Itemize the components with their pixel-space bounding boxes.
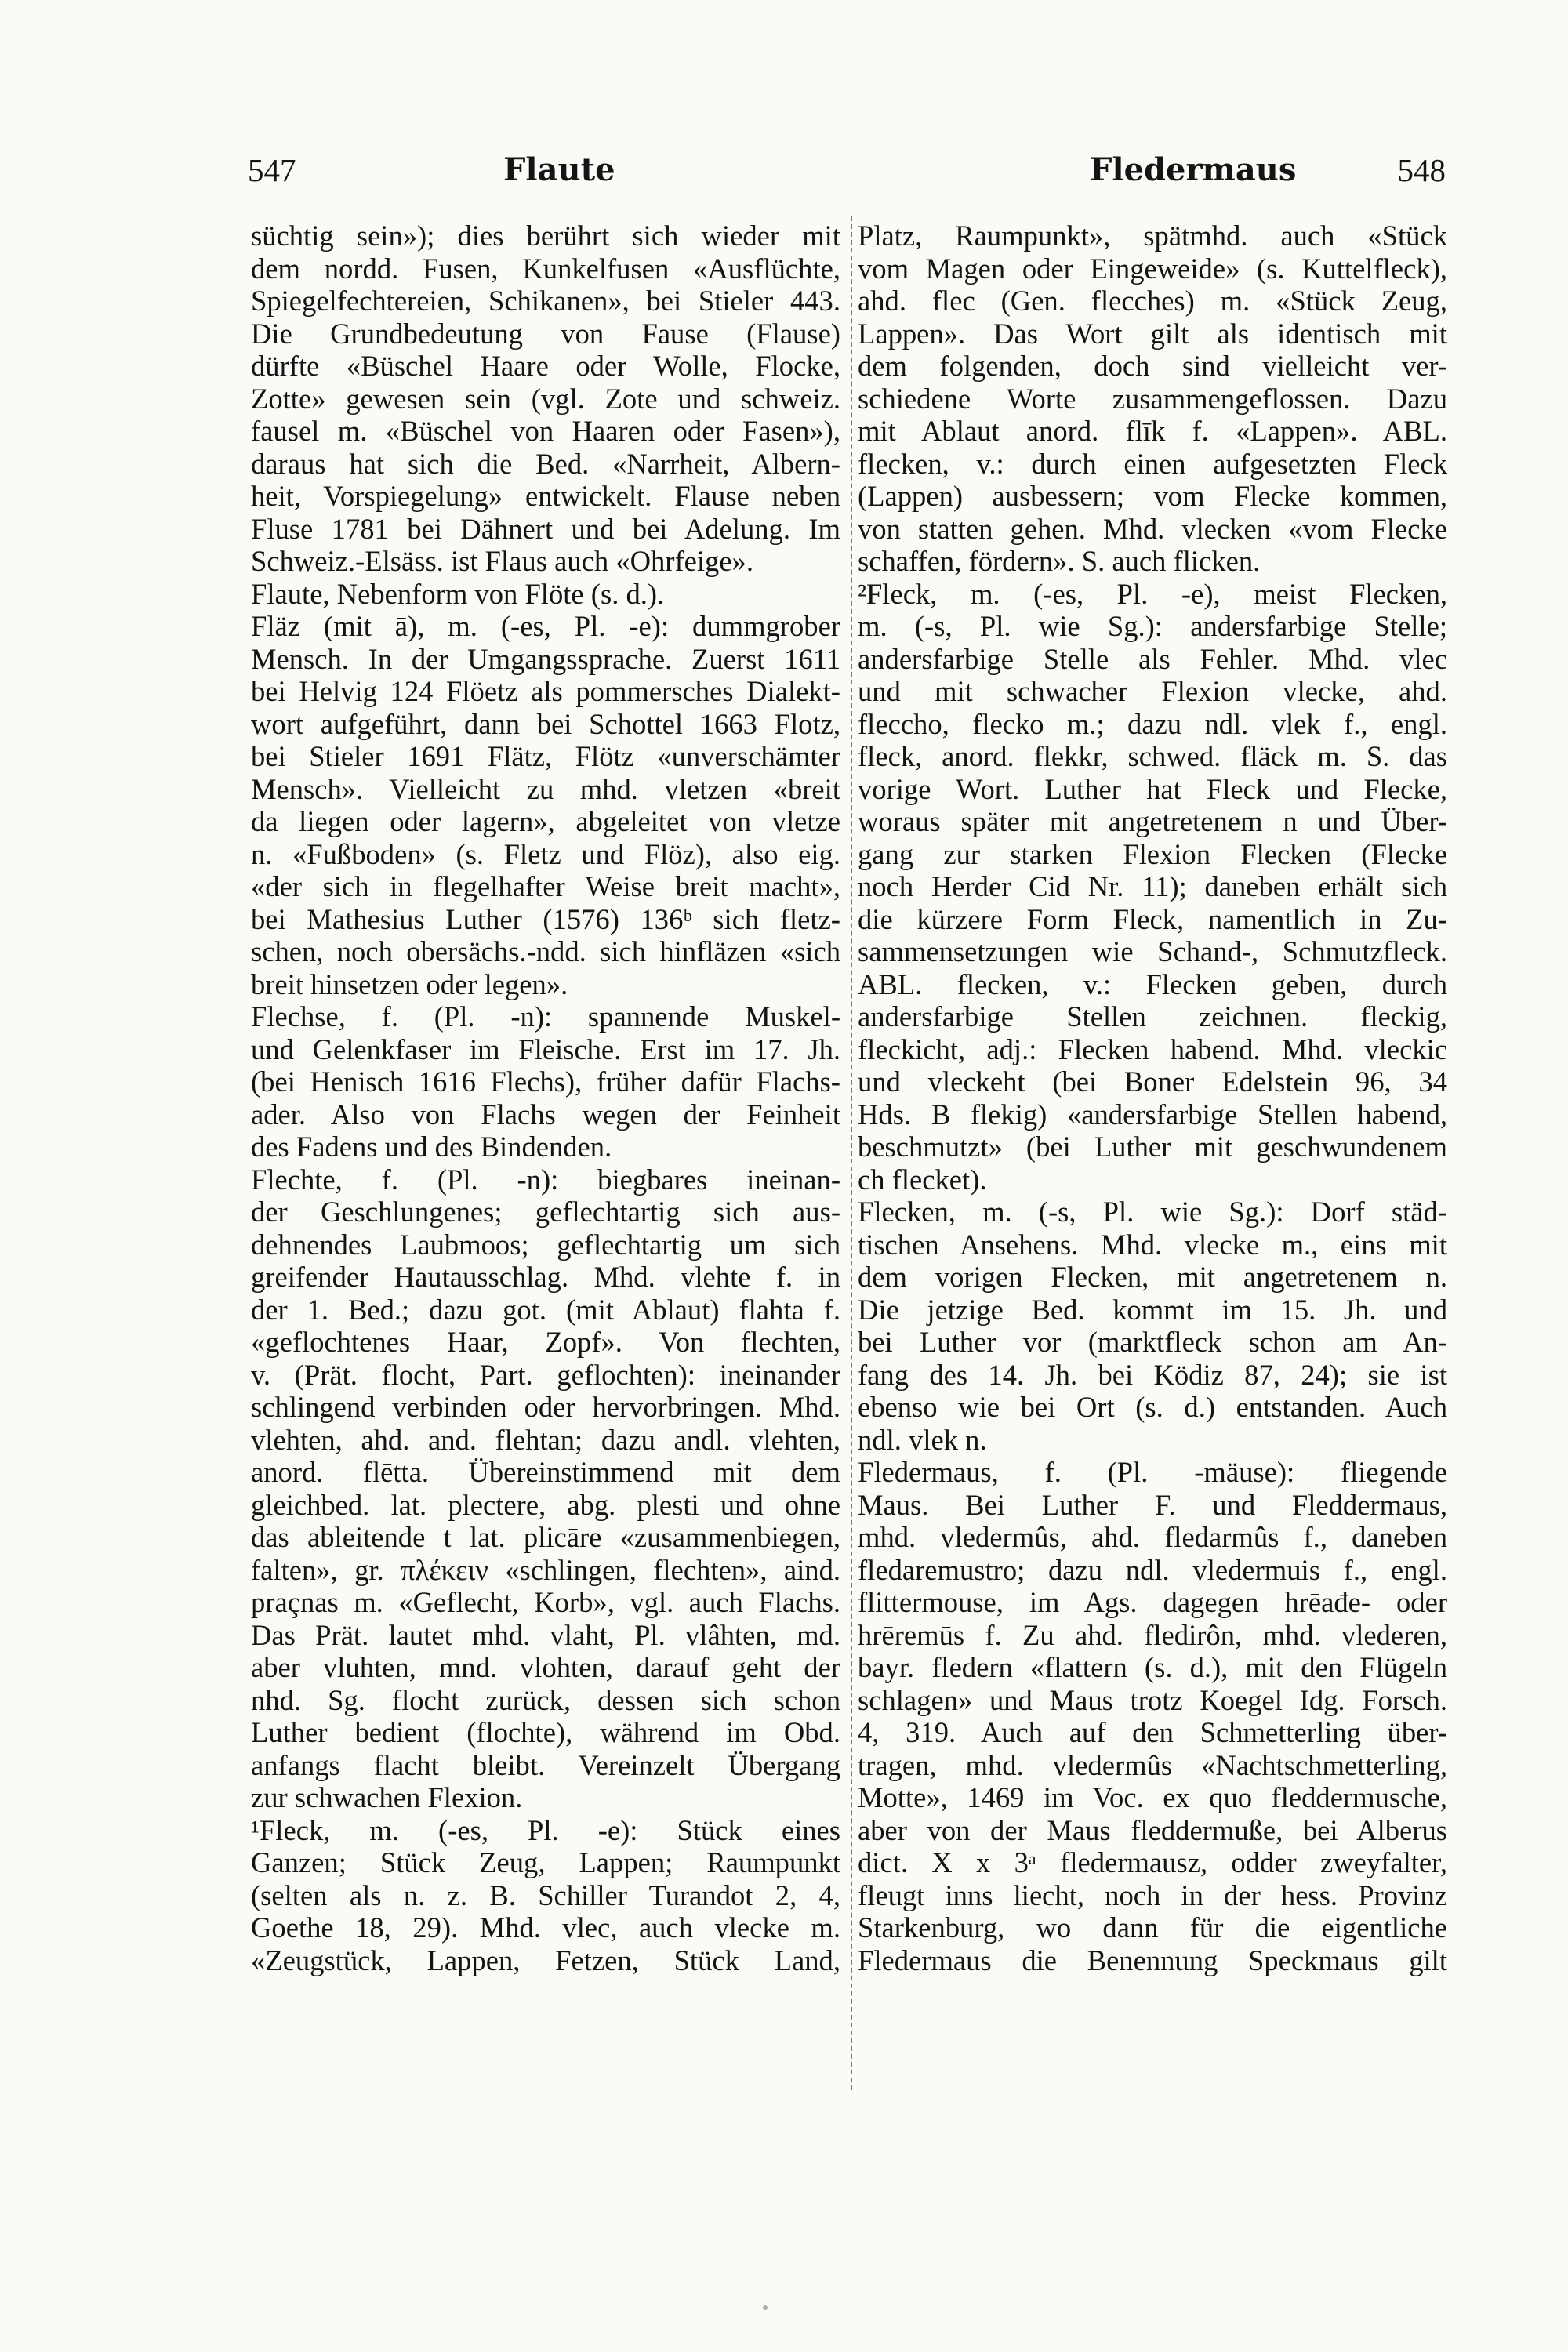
text-line: aber vluhten, mnd. vlohten, darauf geht der bbox=[251, 1651, 840, 1683]
text-line: (selten als n. z. B. Schiller Turandot 2, 4, bbox=[251, 1878, 840, 1911]
text-line: (Lappen) ausbessern; vom Flecke kommen, bbox=[858, 480, 1447, 512]
text-line: Die Grundbedeutung von Fause (Flause) bbox=[251, 317, 840, 350]
text-line: schlagen» und Maus trotz Koegel Idg. Forsch. bbox=[858, 1683, 1447, 1716]
text-line: ahd. flec (Gen. flecches) m. «Stück Zeug, bbox=[858, 285, 1447, 317]
text-line: süchtig sein»); dies berührt sich wieder mit bbox=[251, 220, 840, 252]
text-line: mit Ablaut anord. flīk f. «Lappen». ABL. bbox=[858, 415, 1447, 447]
text-line: dem folgenden, doch sind vielleicht ver- bbox=[858, 350, 1447, 382]
text-line: vorige Wort. Luther hat Fleck und Flecke, bbox=[858, 772, 1447, 805]
text-line: Fläz (mit ā), m. (-es, Pl. -e): dummgrober bbox=[251, 610, 840, 642]
text-line: Mensch. In der Umgangssprache. Zuerst 1611 bbox=[251, 642, 840, 675]
text-line: dem vorigen Flecken, mit angetretenem n. bbox=[858, 1261, 1447, 1293]
left-column bbox=[251, 220, 840, 1976]
text-line: n. «Fußboden» (s. Fletz und Flöz), also eig. bbox=[251, 837, 840, 870]
text-line: ebenso wie bei Ort (s. d.) entstanden. Auch bbox=[858, 1391, 1447, 1423]
text-line: fleugt inns liecht, noch in der hess. Provinz bbox=[858, 1878, 1447, 1911]
running-head-left: Flaute bbox=[503, 151, 615, 188]
text-line: fleck, anord. flekkr, schwed. fläck m. S. das bbox=[858, 740, 1447, 772]
text-line: woraus später mit angetretenem n und Über- bbox=[858, 805, 1447, 837]
text-line: Motte», 1469 im Voc. ex quo fleddermusche, bbox=[858, 1781, 1447, 1813]
text-line: fledaremustro; dazu ndl. vledermuis f., engl. bbox=[858, 1553, 1447, 1586]
text-line: Goethe 18, 29). Mhd. vlec, auch vlecke m. bbox=[251, 1911, 840, 1944]
text-line: der Geschlungenes; geflechtartig sich aus- bbox=[251, 1196, 840, 1228]
text-line: und mit schwacher Flexion vlecke, ahd. bbox=[858, 675, 1447, 707]
text-line: fausel m. «Büschel von Haaren oder Fasen»), bbox=[251, 415, 840, 447]
text-line: dict. X x 3ᵃ fledermausz, odder zweyfalter, bbox=[858, 1846, 1447, 1878]
text-line: dem nordd. Fusen, Kunkelfusen «Ausflüchte, bbox=[251, 252, 840, 285]
text-line: Flecken, m. (-s, Pl. wie Sg.): Dorf städ- bbox=[858, 1196, 1447, 1228]
text-line: «der sich in flegelhafter Weise breit macht», bbox=[251, 870, 840, 902]
text-line: schlingend verbinden oder hervorbringen. Mhd. bbox=[251, 1391, 840, 1423]
text-line: schaffen, fördern». S. auch flicken. bbox=[858, 545, 1261, 577]
text-line: Mensch». Vielleicht zu mhd. vletzen «breit bbox=[251, 772, 840, 805]
text-line: bei Helvig 124 Flöetz als pommersches Dialekt- bbox=[251, 675, 840, 707]
text-line: Fledermaus die Benennung Speckmaus gilt bbox=[858, 1944, 1447, 1976]
text-line: vlehten, ahd. and. flehtan; dazu andl. vlehten, bbox=[251, 1423, 840, 1456]
text-line: praçnas m. «Geflecht, Korb», vgl. auch Flachs. bbox=[251, 1586, 840, 1618]
running-head-right: Fledermaus bbox=[1090, 151, 1297, 188]
text-line: von statten gehen. Mhd. vlecken «vom Flecke bbox=[858, 512, 1447, 545]
text-line: bei Mathesius Luther (1576) 136ᵇ sich fletz- bbox=[251, 902, 840, 935]
text-line: noch Herder Cid Nr. 11); daneben erhält sich bbox=[858, 870, 1447, 902]
text-line: andersfarbige Stelle als Fehler. Mhd. vlec bbox=[858, 642, 1447, 675]
text-line: «Zeugstück, Lappen, Fetzen, Stück Land, bbox=[251, 1944, 840, 1976]
column-divider bbox=[851, 216, 852, 2090]
text-line: ¹Fleck, m. (-es, Pl. -e): Stück eines bbox=[251, 1813, 840, 1846]
text-line: ABL. flecken, v.: Flecken geben, durch bbox=[858, 967, 1447, 1000]
text-line: wort aufgeführt, dann bei Schottel 1663 Flotz, bbox=[251, 707, 840, 740]
text-line: v. (Prät. flocht, Part. geflochten): ineinander bbox=[251, 1358, 840, 1391]
text-line: der 1. Bed.; dazu got. (mit Ablaut) flahta f. bbox=[251, 1293, 840, 1326]
text-line: dehnendes Laubmoos; geflechtartig um sich bbox=[251, 1228, 840, 1261]
text-line: schen, noch obersächs.-ndd. sich hinfläzen «sich bbox=[251, 935, 840, 967]
text-line: tischen Ansehens. Mhd. vlecke m., eins mit bbox=[858, 1228, 1447, 1261]
text-line: m. (-s, Pl. wie Sg.): andersfarbige Stelle; bbox=[858, 610, 1447, 642]
text-line: Flaute, Nebenform von Flöte (s. d.). bbox=[251, 577, 665, 610]
text-line: Flechse, f. (Pl. -n): spannende Muskel- bbox=[251, 1000, 840, 1033]
text-line: ch flecket). bbox=[858, 1163, 987, 1196]
text-line: 4, 319. Auch auf den Schmetterling über- bbox=[858, 1716, 1447, 1748]
text-line: daraus hat sich die Bed. «Narrheit, Albern- bbox=[251, 447, 840, 480]
text-line: Spiegelfechtereien, Schikanen», bei Stieler 443. bbox=[251, 285, 840, 317]
text-line: anord. flētta. Übereinstimmend mit dem bbox=[251, 1456, 840, 1488]
text-line: fleccho, flecko m.; dazu ndl. vlek f., engl. bbox=[858, 707, 1447, 740]
text-line: flecken, v.: durch einen aufgesetzten Fleck bbox=[858, 447, 1447, 480]
text-line: Ganzen; Stück Zeug, Lappen; Raumpunkt bbox=[251, 1846, 840, 1878]
text-line: andersfarbige Stellen zeichnen. fleckig, bbox=[858, 1000, 1447, 1033]
text-line: breit hinsetzen oder legen». bbox=[251, 967, 568, 1000]
text-line: hrēremūs f. Zu ahd. fledirôn, mhd. vlederen, bbox=[858, 1618, 1447, 1651]
text-line: beschmutzt» (bei Luther mit geschwundenem bbox=[858, 1131, 1447, 1163]
text-line: falten», gr. πλέκειν «schlingen, flechten», aind. bbox=[251, 1553, 840, 1586]
text-line: Das Prät. lautet mhd. vlaht, Pl. vlâhten, md. bbox=[251, 1618, 840, 1651]
text-line: schiedene Worte zusammengeflossen. Dazu bbox=[858, 382, 1447, 415]
text-line: vom Magen oder Eingeweide» (s. Kuttelfleck), bbox=[858, 252, 1447, 285]
right-column bbox=[858, 220, 1447, 1976]
text-line: bei Luther vor (marktfleck schon am An- bbox=[858, 1326, 1447, 1358]
text-line: flittermouse, im Ags. dagegen hrēađe- oder bbox=[858, 1586, 1447, 1618]
text-line: nhd. Sg. flocht zurück, dessen sich schon bbox=[251, 1683, 840, 1716]
text-line: Platz, Raumpunkt», spätmhd. auch «Stück bbox=[858, 220, 1447, 252]
text-line: Schweiz.-Elsäss. ist Flaus auch «Ohrfeige». bbox=[251, 545, 753, 577]
text-line: fleckicht, adj.: Flecken habend. Mhd. vleckic bbox=[858, 1033, 1447, 1065]
text-line: sammensetzungen wie Schand-, Schmutzfleck. bbox=[858, 935, 1447, 967]
text-line: (bei Henisch 1616 Flechs), früher dafür Flachs- bbox=[251, 1065, 840, 1098]
text-line: bayr. fledern «flattern (s. d.), mit den Flügeln bbox=[858, 1651, 1447, 1683]
text-line: Die jetzige Bed. kommt im 15. Jh. und bbox=[858, 1293, 1447, 1326]
text-line: gleichbed. lat. plectere, abg. plesti und ohne bbox=[251, 1488, 840, 1521]
page-number-right: 548 bbox=[1397, 152, 1446, 188]
text-line: Fluse 1781 bei Dähnert und bei Adelung. Im bbox=[251, 512, 840, 545]
text-line: und Gelenkfaser im Fleische. Erst im 17. Jh. bbox=[251, 1033, 840, 1065]
text-line: tragen, mhd. vledermûs «Nachtschmetterling, bbox=[858, 1748, 1447, 1781]
text-line: greifender Hautausschlag. Mhd. vlehte f. in bbox=[251, 1261, 840, 1293]
text-line: mhd. vledermûs, ahd. fledarmûs f., daneben bbox=[858, 1521, 1447, 1553]
text-line: ²Fleck, m. (-es, Pl. -e), meist Flecken, bbox=[858, 577, 1447, 610]
text-line: Fledermaus, f. (Pl. -mäuse): fliegende bbox=[858, 1456, 1447, 1488]
text-line: «geflochtenes Haar, Zopf». Von flechten, bbox=[251, 1326, 840, 1358]
text-line: zur schwachen Flexion. bbox=[251, 1781, 523, 1813]
text-line: Starkenburg, wo dann für die eigentliche bbox=[858, 1911, 1447, 1944]
text-line: die kürzere Form Fleck, namentlich in Zu- bbox=[858, 902, 1447, 935]
text-line: ader. Also von Flachs wegen der Feinheit bbox=[251, 1098, 840, 1131]
text-line: und vleckeht (bei Boner Edelstein 96, 34 bbox=[858, 1065, 1447, 1098]
page-header bbox=[248, 146, 1446, 194]
text-line: Luther bedient (flochte), während im Obd. bbox=[251, 1716, 840, 1748]
text-line: des Fadens und des Bindenden. bbox=[251, 1131, 612, 1163]
text-line: Lappen». Das Wort gilt als identisch mit bbox=[858, 317, 1447, 350]
text-line: heit, Vorspiegelung» entwickelt. Flause neben bbox=[251, 480, 840, 512]
text-line: fang des 14. Jh. bei Ködiz 87, 24); sie ist bbox=[858, 1358, 1447, 1391]
text-line: Zotte» gewesen sein (vgl. Zote und schweiz. bbox=[251, 382, 840, 415]
text-line: bei Stieler 1691 Flätz, Flötz «unverschämter bbox=[251, 740, 840, 772]
page-speck bbox=[763, 2305, 768, 2310]
text-line: gang zur starken Flexion Flecken (Flecke bbox=[858, 837, 1447, 870]
text-line: Hds. B flekig) «andersfarbige Stellen habend, bbox=[858, 1098, 1447, 1131]
text-line: aber von der Maus fleddermuße, bei Alberus bbox=[858, 1813, 1447, 1846]
text-line: Flechte, f. (Pl. -n): biegbares ineinan- bbox=[251, 1163, 840, 1196]
text-line: anfangs flacht bleibt. Vereinzelt Übergang bbox=[251, 1748, 840, 1781]
text-line: dürfte «Büschel Haare oder Wolle, Flocke, bbox=[251, 350, 840, 382]
text-line: da liegen oder lagern», abgeleitet von vletze bbox=[251, 805, 840, 837]
text-line: das ableitende t lat. plicāre «zusammenbiegen, bbox=[251, 1521, 840, 1553]
text-line: Maus. Bei Luther F. und Fleddermaus, bbox=[858, 1488, 1447, 1521]
text-line: ndl. vlek n. bbox=[858, 1423, 987, 1456]
page-number-left: 547 bbox=[248, 152, 296, 188]
